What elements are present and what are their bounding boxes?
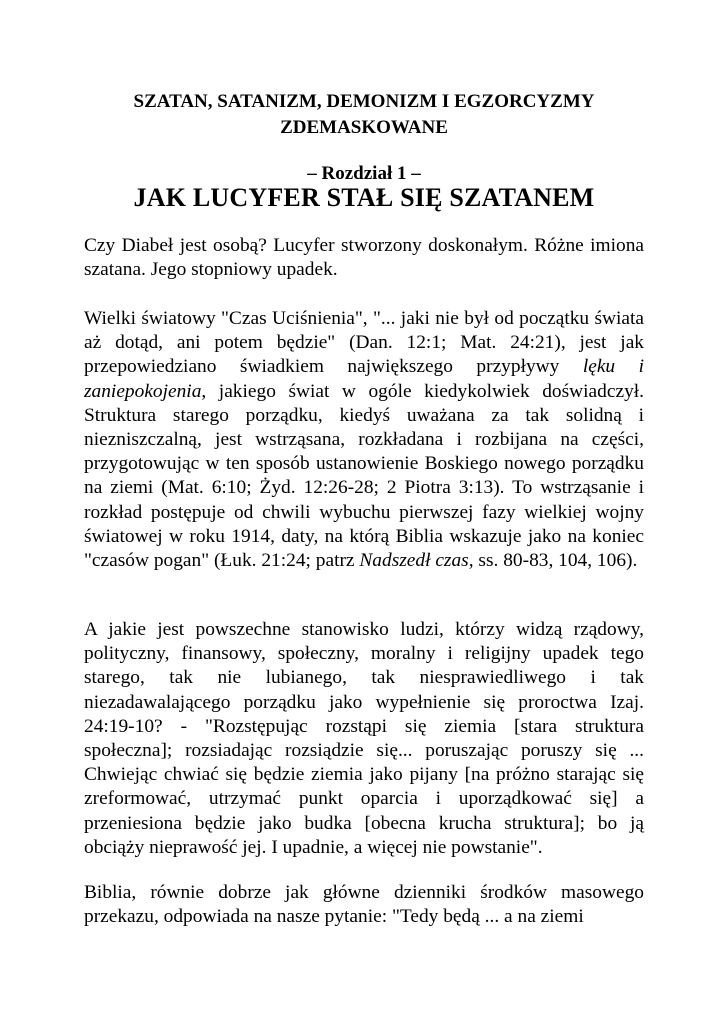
body-paragraph-2: A jakie jest powszechne stanowisko ludzi, którzy widzą rządowy, polityczny, finansowy, społeczny, moralny i religijny upadek tego starego, tak nie lubianego, tak niesprawiedliwego i tak niezadawalającego porządku jako wypełnienie się proroctwa Izaj. 24:19-10? - "Rozstępując rozstąpi się ziemia [stara struktura społeczna]; rozsiadając rozsiądzie się... poruszając poruszy się ... Chwiejąc chwiać się będzie ziemia jako pijany [na próżno starając się zreformować, utrzymać punkt oparcia i uporządkować się] a przeniesiona będzie jako budka [obecna krucha struktura]; bo ją obciąży nieprawość jej. I upadnie, a więcej nie powstanie". [84,619,644,858]
book-title-line-1: SZATAN, SATANIZM, DEMONIZM I EGZORCYZMY [133,91,595,112]
body-paragraph-3: Biblia, równie dobrze jak główne dzienniki środków masowego przekazu, odpowiada na nasze pytanie: "Tedy będą ... a na ziemi [84,882,644,928]
body-paragraph-1-part-c: , ss. 80-83, 104, 106). [468,550,638,572]
body-paragraph-1-italic-book-title: Nadszedł czas [359,550,469,572]
chapter-title: JAK LUCYFER STAŁ SIĘ SZATANEM [133,183,595,212]
body-paragraph-1-italic-phrase: lęku i zaniepokojenia [84,356,644,402]
body-paragraph-1-part-a: Wielki światowy "Czas Uciśnienia", "... jaki nie był od początku świata aż dotąd, ani potem będzie" (Dan. 12:1; Mat. 24:21), jest jak przepowiedziano świadkiem największego przypływy [84,308,644,378]
chapter-summary-paragraph: Czy Diabeł jest osobą? Lucyfer stworzony doskonałym. Różne imiona szatana. Jego stopniowy upadek. [84,235,644,281]
body-paragraph-1 [84,307,644,573]
chapter-label: – Rozdział 1 – [307,163,421,184]
book-title [84,89,644,141]
body-paragraph-1-part-b: , jakiego świat w ogóle kiedykolwiek doświadczył. Struktura starego porządku, kiedyś uważana za tak solidną i niezniszczalną, jest wstrząsana, rozkładana i rozbijana na części, przygotowując w ten sposób ustanowienie Boskiego nowego porządku na ziemi (Mat. 6:10; Żyd. 12:26-28; 2 Piotra 3:13). To wstrząsanie i rozkład postępuje od chwili wybuchu pierwszej fazy wielkiej wojny światowej w roku 1914, daty, na którą Biblia wskazuje jako na koniec "czasów pogan" (Łuk. 21:24; patrz [84,380,644,572]
book-title-line-2: ZDEMASKOWANE [280,117,448,138]
